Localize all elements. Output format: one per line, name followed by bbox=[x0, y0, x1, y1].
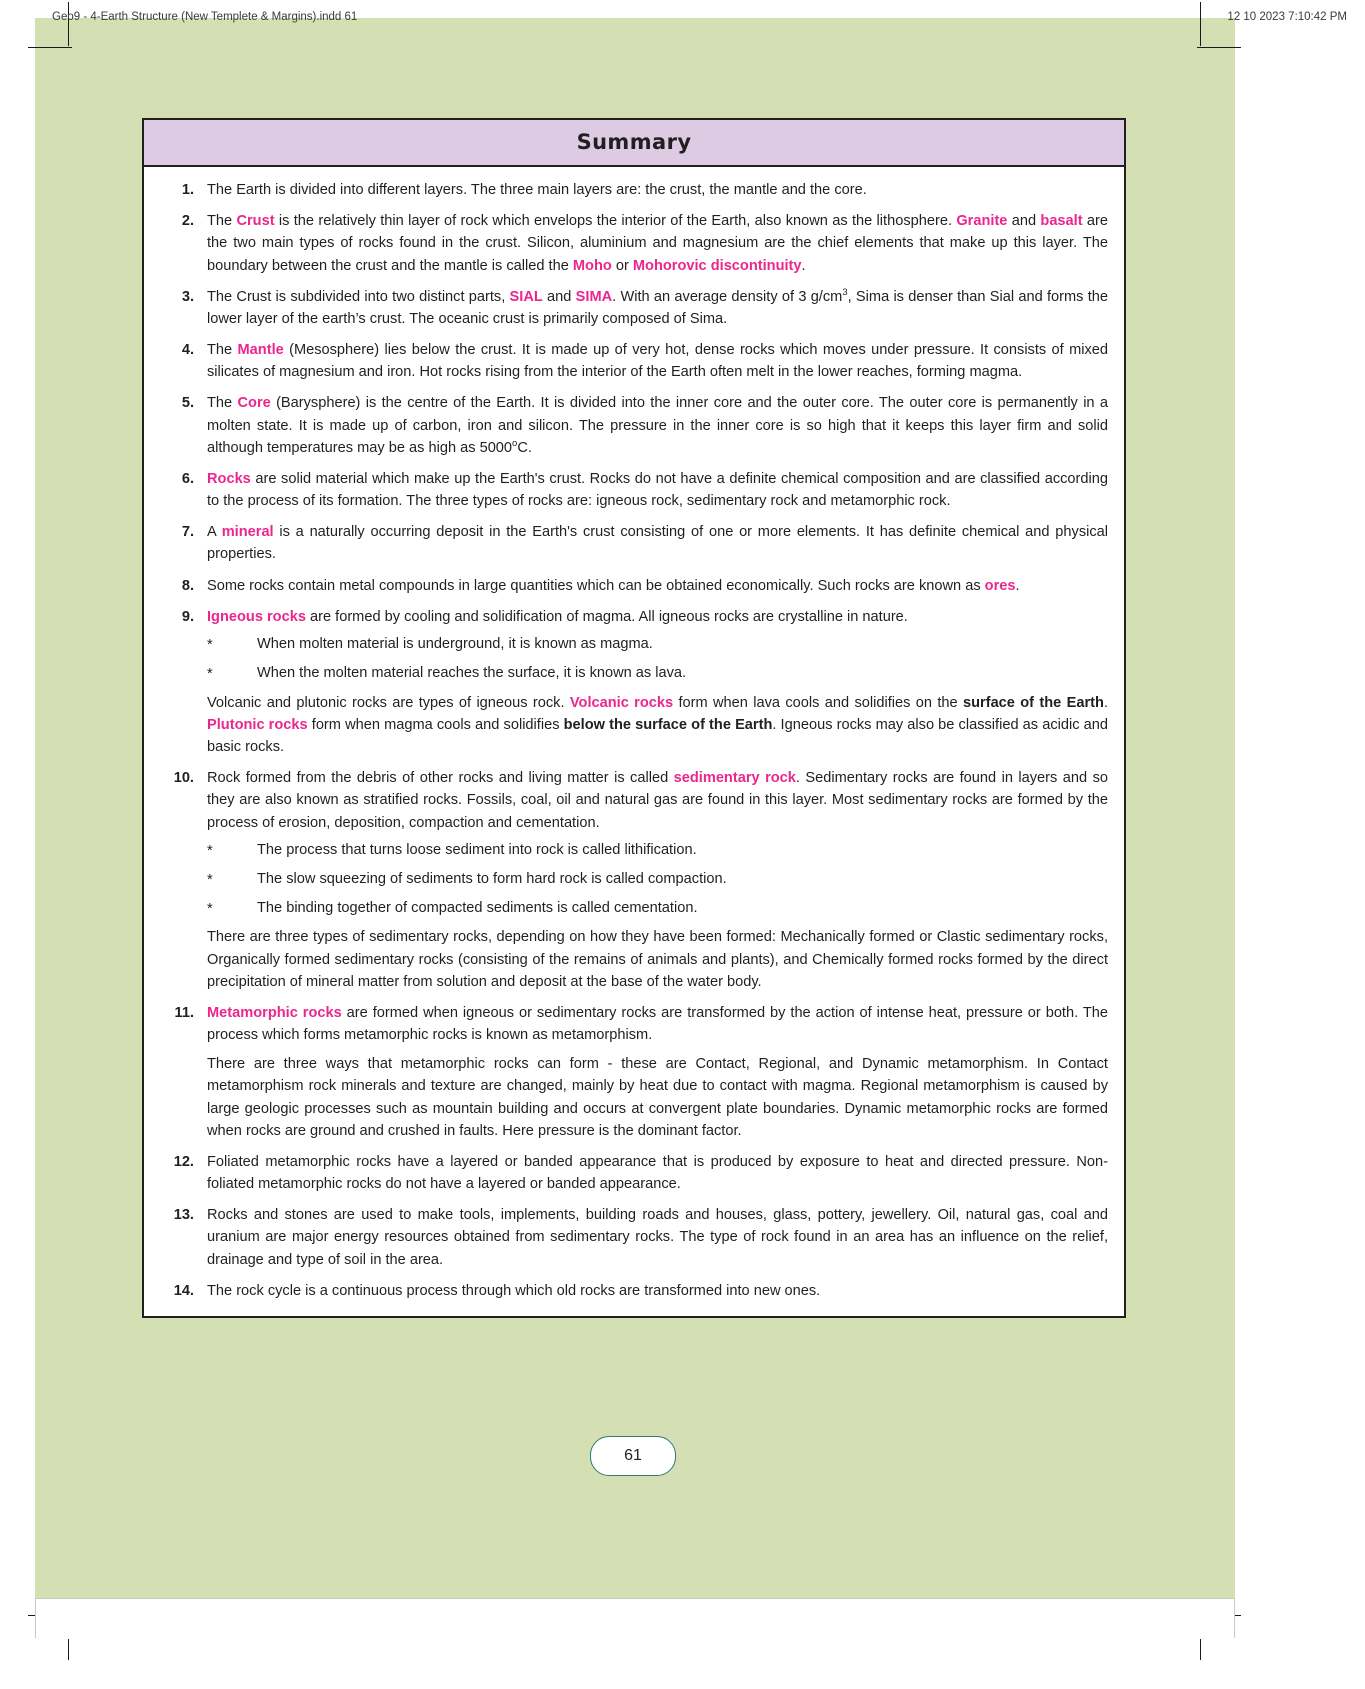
bullet-star-icon: * bbox=[207, 636, 213, 653]
crop-mark-top-left-horizontal bbox=[28, 47, 72, 48]
summary-item-number: 1. bbox=[181, 182, 194, 198]
summary-item-number: 4. bbox=[181, 342, 194, 359]
bullet-star-icon: * bbox=[207, 900, 213, 917]
summary-item bbox=[154, 606, 1108, 758]
summary-item bbox=[154, 210, 1108, 277]
summary-item-text: The rock cycle is a continuous process through which old rocks are transformed into new ones. bbox=[207, 1282, 821, 1299]
bullet-star-icon: * bbox=[207, 842, 213, 859]
summary-item bbox=[154, 575, 1108, 597]
summary-item-number: 8. bbox=[181, 577, 194, 594]
summary-item-number: 2. bbox=[181, 213, 194, 230]
footer-rule-right bbox=[1234, 1598, 1235, 1638]
summary-item-text: Rocks and stones are used to make tools, implements, building roads and houses, glass, pottery, jewellery. Oil, natural gas, coal and uranium are major energy resources obtained from sedimentary rocks. The type of rock found in an area has an influence on the relief, drainage and type of soil in the area. bbox=[207, 1207, 1108, 1268]
summary-item-number: 14. bbox=[173, 1282, 194, 1299]
summary-item-text: The Earth is divided into different layers. The three main layers are: the crust, the mantle and the core. bbox=[207, 182, 867, 198]
summary-sublist-text: The binding together of compacted sediments is called cementation. bbox=[257, 899, 698, 916]
summary-item-text: Rock formed from the debris of other rocks and living matter is called sedimentary rock. Sedimentary rocks are found in layers and so they are also known as stratified rocks. Fossils, coal, oil and natural gas are found in this layer. Most sedimentary rocks are formed by the process of erosion, deposition, compaction and cementation. bbox=[207, 770, 1108, 831]
summary-sublist bbox=[207, 840, 1108, 920]
summary-title: Summary bbox=[144, 120, 1124, 167]
summary-sublist-item bbox=[207, 869, 1108, 891]
summary-sublist bbox=[207, 634, 1108, 685]
summary-item bbox=[154, 767, 1108, 993]
summary-sublist-item bbox=[207, 840, 1108, 862]
crop-mark-top-left-vertical bbox=[68, 2, 69, 46]
summary-item-number: 3. bbox=[181, 288, 194, 305]
summary-item-number: 10. bbox=[173, 770, 194, 787]
crop-mark-top-right-vertical bbox=[1200, 2, 1201, 46]
summary-item-number: 13. bbox=[173, 1207, 194, 1224]
summary-item bbox=[154, 392, 1108, 459]
summary-sublist-text: When the molten material reaches the surface, it is known as lava. bbox=[257, 664, 687, 681]
summary-item bbox=[154, 468, 1108, 512]
page-number-badge bbox=[590, 1436, 676, 1476]
summary-item-text: A mineral is a naturally occurring deposit in the Earth's crust consisting of one or more elements. It has definite chemical and physical properties. bbox=[207, 524, 1109, 563]
summary-item-text: Igneous rocks are formed by cooling and solidification of magma. All igneous rocks are crystalline in nature. bbox=[207, 608, 908, 625]
summary-item-number: 9. bbox=[181, 608, 194, 625]
summary-item bbox=[154, 1002, 1108, 1142]
summary-sublist-item bbox=[207, 634, 1108, 656]
footer-filename: Geo9 - 4-Earth Structure (New Templete & Margins).indd 61 bbox=[52, 11, 358, 23]
summary-item-number: 5. bbox=[181, 395, 194, 412]
crop-mark-top-right-horizontal bbox=[1197, 47, 1241, 48]
summary-item-number: 7. bbox=[181, 524, 194, 541]
summary-sublist-text: The process that turns loose sediment into rock is called lithification. bbox=[257, 841, 697, 858]
summary-item-text: The Mantle (Mesosphere) lies below the crust. It is made up of very hot, dense rocks which moves under pressure. It consists of mixed silicates of magnesium and iron. Hot rocks rising from the interior of the Earth often melt in the lower reaches, forming magma. bbox=[207, 342, 1109, 381]
footer-rule-left bbox=[35, 1598, 36, 1638]
summary-item bbox=[154, 1280, 1108, 1302]
summary-item-text: Rocks are solid material which make up the Earth's crust. Rocks do not have a definite chemical composition and are classified according to the process of its formation. The three types of rocks are: igneous rock, sedimentary rock and metamorphic rock. bbox=[207, 470, 1108, 510]
summary-item-paragraph: There are three ways that metamorphic rocks can form - these are Contact, Regional, and Dynamic metamorphism. In Contact metamorphism rock minerals and texture are changed, mainly by heat due to contact with magma. Regional metamorphism is caused by large geologic processes such as mountain building and occurs at convergent plate boundaries. Dynamic metamorphic rocks are formed when rocks are ground and crushed in faults. Here pressure is the dominant factor. bbox=[207, 1056, 1108, 1139]
summary-list bbox=[154, 179, 1108, 1302]
bullet-star-icon: * bbox=[207, 871, 213, 888]
bullet-star-icon: * bbox=[207, 665, 213, 682]
summary-sublist-text: The slow squeezing of sediments to form hard rock is called compaction. bbox=[257, 870, 727, 887]
summary-item bbox=[154, 286, 1108, 330]
summary-sublist-item bbox=[207, 898, 1108, 920]
summary-item-text: Foliated metamorphic rocks have a layered or banded appearance that is produced by exposure to heat and directed pressure. Non-foliated metamorphic rocks do not have a layered or banded appearance. bbox=[207, 1153, 1108, 1193]
summary-item-number: 11. bbox=[174, 1004, 194, 1021]
summary-sublist-text: When molten material is underground, it is known as magma. bbox=[257, 635, 653, 652]
summary-item-paragraph: There are three types of sedimentary rocks, depending on how they have been formed: Mechanically formed or Clastic sedimentary rocks, Organically formed sedimentary rocks (consisting of the remains of animals and plants), and Chemically formed rocks formed by the direct precipitation of mineral matter from solution and deposit at the base of the water body. bbox=[207, 929, 1108, 990]
summary-sublist-item bbox=[207, 663, 1108, 685]
summary-item-text: The Crust is subdivided into two distinct parts, SIAL and SIMA. With an average density of 3 $g/cm^3$, Sima is denser than Sial and forms the lower layer of the earth’s crust. The oceanic crust is primarily composed of Sima. bbox=[207, 286, 1109, 327]
page-number-label: 61 bbox=[624, 1447, 642, 1464]
summary-item bbox=[154, 179, 1108, 201]
summary-item-text: The Crust is the relatively thin layer of rock which envelops the interior of the Earth, also known as the lithosphere. Granite and basalt are the two main types of rocks found in the crust. Silicon, aluminium and magnesium are the chief elements that make up this layer. The boundary between the crust and the mantle is called the Moho or Mohorovic discontinuity. bbox=[207, 213, 1109, 274]
summary-item-text: Metamorphic rocks are formed when igneous or sedimentary rocks are transformed by the action of intense heat, pressure or both. The process which forms metamorphic rocks is known as metamorphism. bbox=[207, 1004, 1108, 1044]
summary-item-paragraph: Volcanic and plutonic rocks are types of igneous rock. Volcanic rocks form when lava cools and solidifies on the surface of the Earth. Plutonic rocks form when magma cools and solidifies below the surface of the Earth. Igneous rocks may also be classified as acidic and basic rocks. bbox=[207, 694, 1109, 756]
summary-body bbox=[144, 167, 1124, 1316]
summary-item-number: 12. bbox=[173, 1153, 194, 1170]
summary-item bbox=[154, 1151, 1108, 1195]
summary-item-text: Some rocks contain metal compounds in large quantities which can be obtained economically. Such rocks are known as ores. bbox=[207, 577, 1020, 594]
summary-item bbox=[154, 521, 1108, 565]
summary-item-text: The Core (Barysphere) is the centre of the Earth. It is divided into the inner core and the outer core. The outer core is permanently in a molten state. It is made up of carbon, iron and silicon. The pressure in the inner core is so high that it keeps this layer firm and solid although temperatures may be as high as 5000$^o$C. bbox=[207, 395, 1109, 456]
summary-item bbox=[154, 1204, 1108, 1271]
summary-item-number: 6. bbox=[181, 470, 194, 487]
summary-box bbox=[142, 118, 1126, 1318]
summary-item bbox=[154, 339, 1108, 383]
footer-timestamp: 12 10 2023 7:10:42 PM bbox=[1227, 11, 1347, 23]
print-footer bbox=[35, 1598, 1235, 1639]
